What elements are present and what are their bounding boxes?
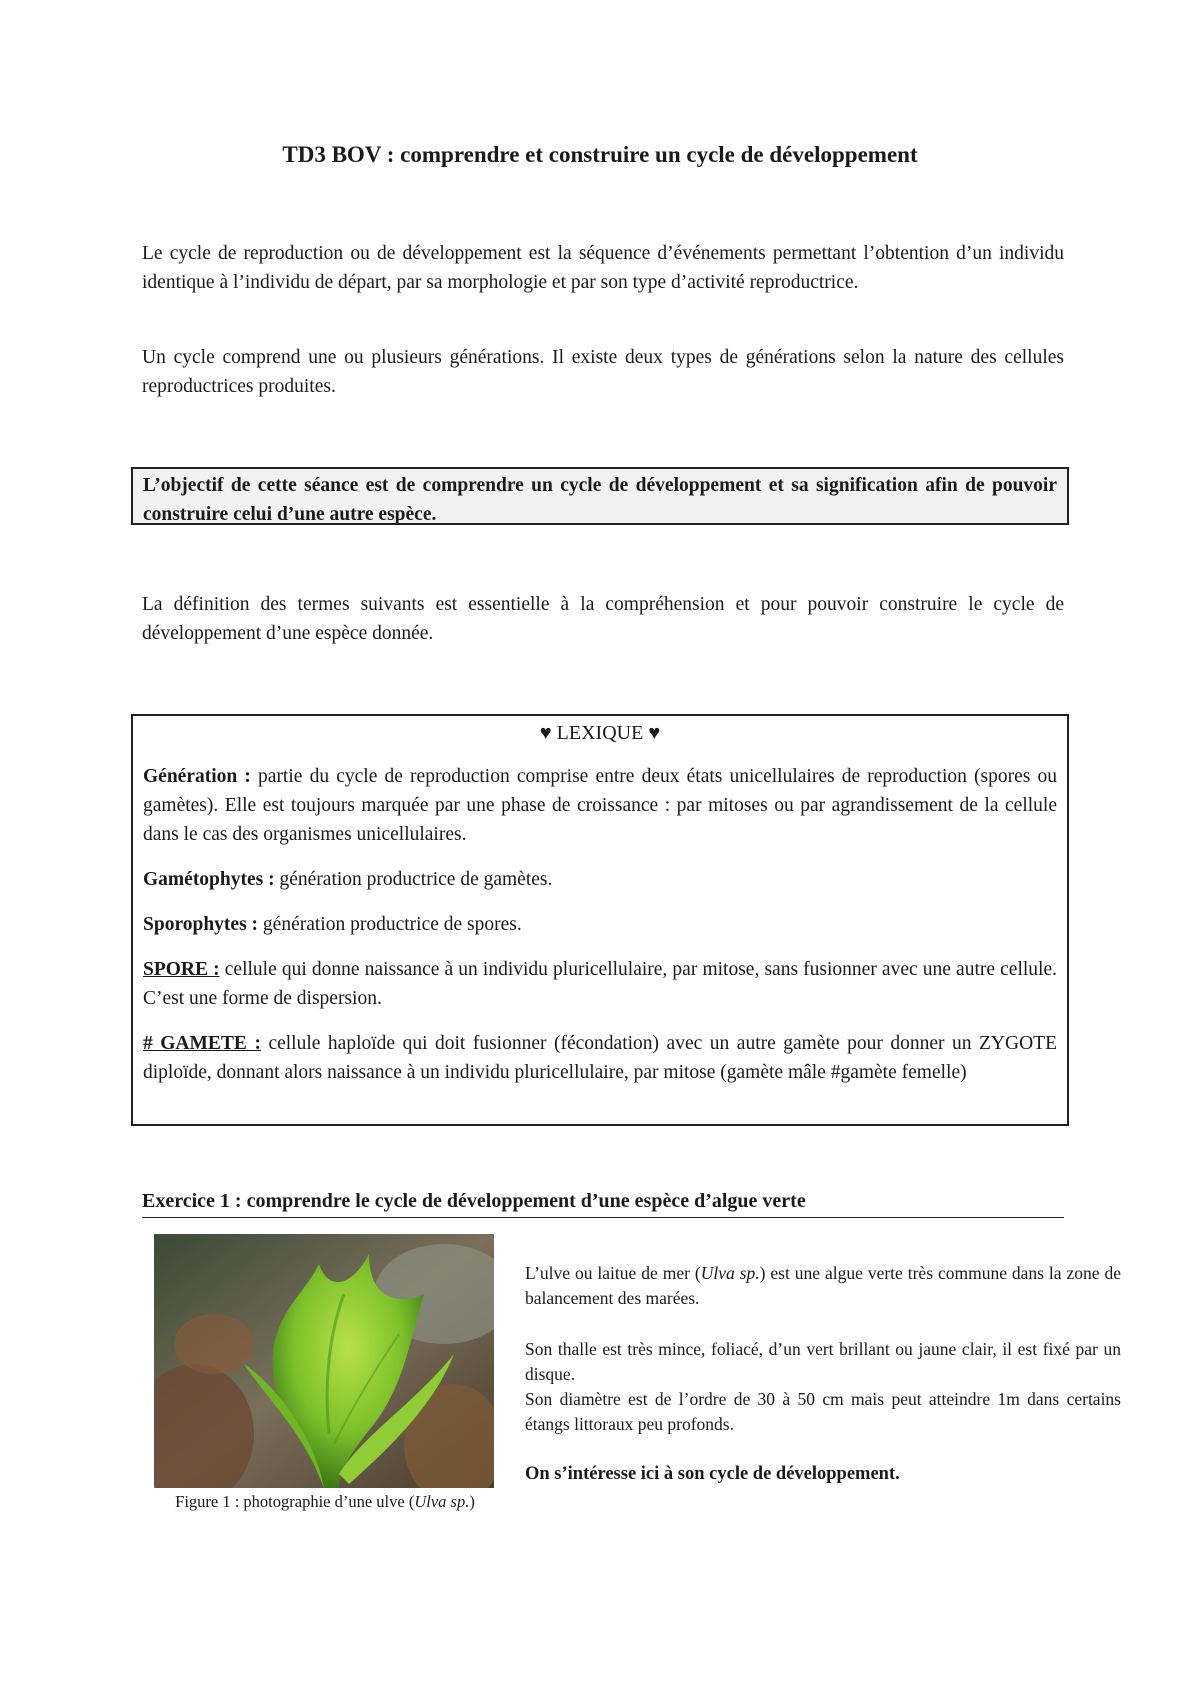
ulva-paragraph-3: Son diamètre est de l’ordre de 30 à 50 cm mais peut atteindre 1m dans certains étangs littoraux peu profonds. [525, 1389, 1121, 1434]
ulva-text-end: ) est une algue verte très commune dans la zone de balancement des marées. [525, 1263, 1122, 1308]
lexique-term: Gamétophytes : [143, 869, 275, 890]
ulva-text: L’ulve ou laitue de mer ( [525, 1263, 701, 1283]
lexique-title: ♥ LEXIQUE ♥ [539, 722, 661, 744]
lexique-term: Sporophytes : [143, 914, 259, 935]
lexique-definition: génération productrice de gamètes. [274, 869, 553, 890]
intro-paragraph-2: Un cycle comprend une ou plusieurs générations. Il existe deux types de générations selon la nature des cellules reproductrices produites. [142, 347, 1064, 397]
exercise-heading: Exercice 1 : comprendre le cycle de développement d’une espèce d’algue verte [142, 1187, 1064, 1218]
lexique-term: Génération : [143, 766, 251, 787]
lexique-term: # GAMETE : [143, 1033, 261, 1054]
lexique-entry-generation [143, 762, 1057, 849]
definition-intro-paragraph: La définition des termes suivants est essentielle à la compréhension et pour pouvoir construire le cycle de développement d’une espèce donnée. [142, 594, 1064, 644]
lexique-entry-spore [143, 955, 1057, 1013]
lexique-definition: partie du cycle de reproduction comprise entre deux états unicellulaires de reproduction (spores ou gamètes). Elle est toujours marquée par une phase de croissance : par mitoses ou par agrandissement de la cellule dans le cas des organismes unicellulaires. [143, 766, 1058, 845]
figure-caption [140, 1492, 510, 1512]
ulva-photo [154, 1234, 494, 1488]
lexique-definition: cellule qui donne naissance à un individu pluricellulaire, par mitose, sans fusionner avec une autre cellule. C’est une forme de dispersion. [143, 959, 1057, 1009]
objective-box [131, 467, 1069, 525]
ulva-photo-image [154, 1234, 494, 1488]
lexique-entry-gametophytes [143, 865, 1057, 894]
page-title: TD3 BOV : comprendre et construire un cycle de développement [282, 142, 918, 167]
caption-species: Ulva sp. [414, 1492, 470, 1511]
caption-text: Figure 1 : photographie d’une ulve ( [175, 1492, 415, 1511]
ulva-focus-statement: On s’intéresse ici à son cycle de développement. [525, 1464, 900, 1484]
lexique-definition: cellule haploïde qui doit fusionner (fécondation) avec un autre gamète pour donner un ZYGOTE diploïde, donnant alors naissance à un individu pluricellulaire, par mitose (gamète mâle #gamète femelle) [143, 1033, 1057, 1083]
lexique-term: SPORE : [143, 959, 220, 980]
ulva-species: Ulva sp. [700, 1263, 760, 1283]
intro-paragraph-1: Le cycle de reproduction ou de développement est la séquence d’événements permettant l’obtention d’un individu identique à l’individu de départ, par sa morphologie et par son type d’activité reproductrice. [142, 243, 1064, 293]
lexique-entry-gamete [143, 1029, 1057, 1087]
ulva-paragraph-1 [525, 1261, 1121, 1311]
lexique-box [131, 714, 1069, 1126]
lexique-definition: génération productrice de spores. [258, 914, 522, 935]
caption-text-end: ) [469, 1492, 475, 1511]
lexique-entry-sporophytes [143, 910, 1057, 939]
ulva-paragraph-2: Son thalle est très mince, foliacé, d’un vert brillant ou jaune clair, il est fixé par un disque. [525, 1339, 1121, 1384]
objective-text: L’objectif de cette séance est de comprendre un cycle de développement et sa signification afin de pouvoir construire celui d’une autre espèce. [143, 475, 1057, 525]
